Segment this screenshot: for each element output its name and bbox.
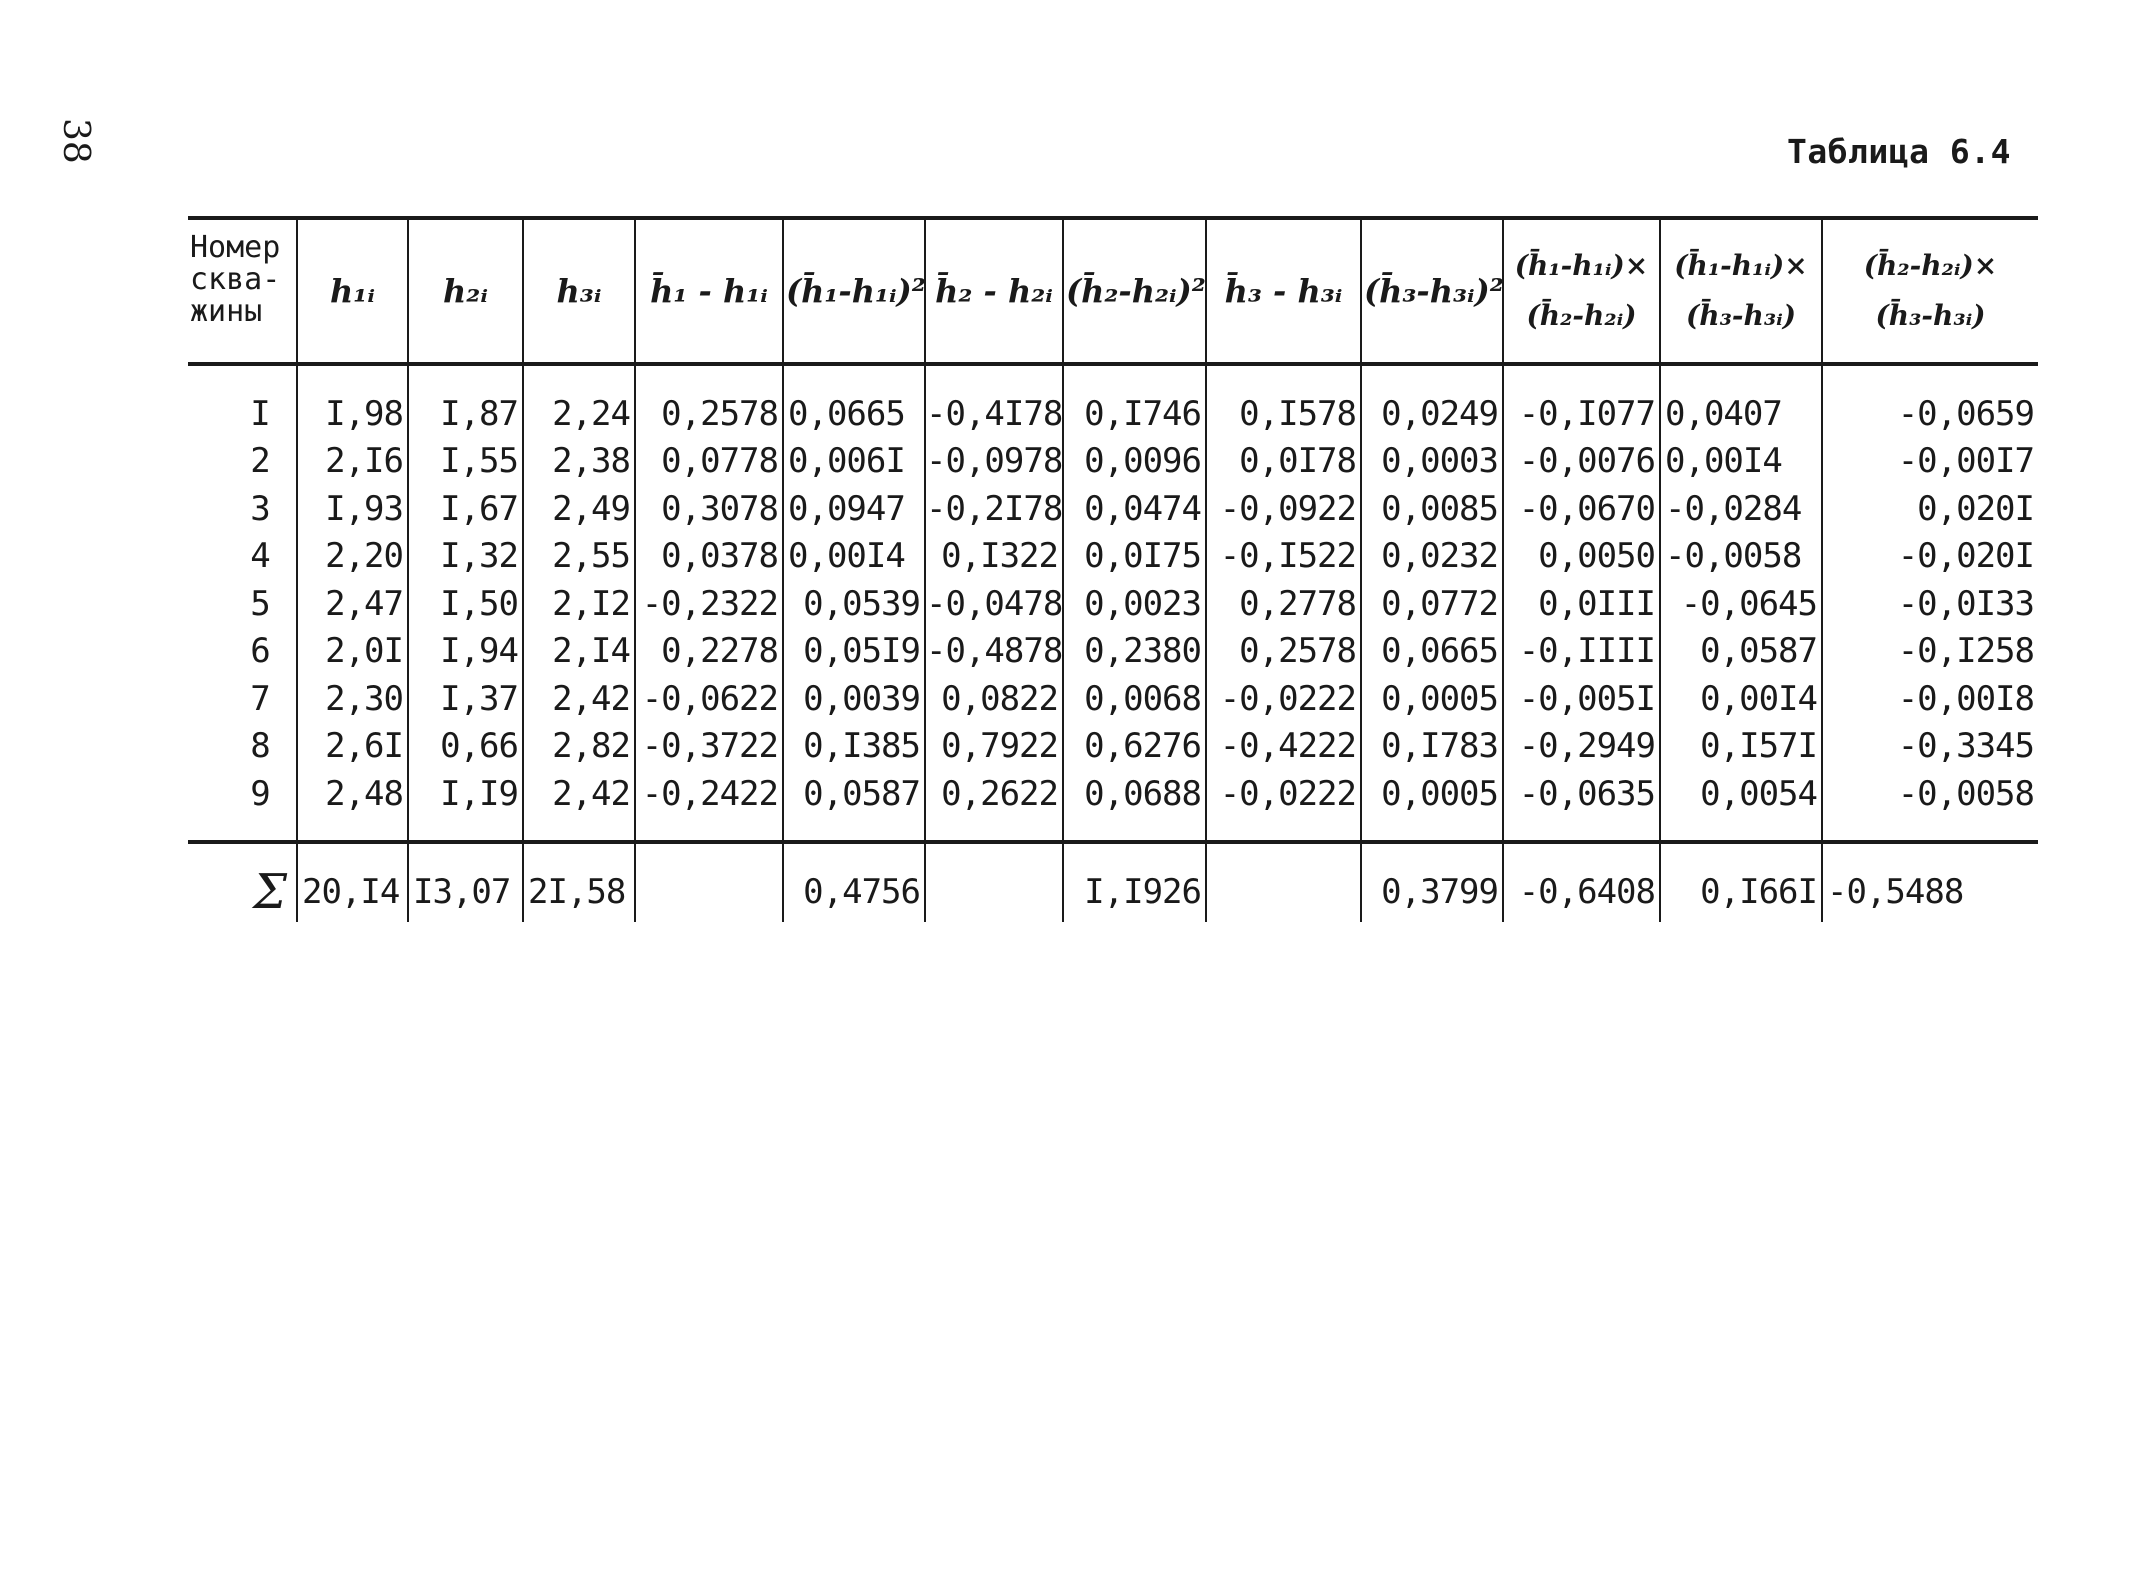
table-cell: -0,0222: [1206, 770, 1361, 842]
table-row: [188, 533, 2038, 581]
data-table: [188, 216, 2038, 922]
table-cell: 2,48: [297, 770, 408, 842]
table-cell: 0,0068: [1063, 675, 1206, 723]
table-cell: 2,30: [297, 675, 408, 723]
table-cell: 0,0003: [1361, 438, 1503, 486]
table-cell: 0,2578: [1206, 628, 1361, 676]
table-cell: 0,0665: [1361, 628, 1503, 676]
table-cell: 0,0378: [635, 533, 783, 581]
table-cell: -0,2322: [635, 580, 783, 628]
table-cell: I,50: [408, 580, 523, 628]
table-cell: -0,0670: [1503, 485, 1660, 533]
table-cell: 0,0I75: [1063, 533, 1206, 581]
header-dev2-sq: [1063, 218, 1206, 364]
header-dev3-sq: [1361, 218, 1503, 364]
header-dev3-sq-label: (h̄₃-h₃ᵢ)²: [1364, 272, 1504, 310]
sum-cell: 20,I4: [297, 842, 408, 922]
table-cell: 0,I746: [1063, 364, 1206, 438]
table-cell: 2,82: [523, 723, 635, 771]
table-cell: 0,I322: [925, 533, 1063, 581]
sum-cell: 0,3799: [1361, 842, 1503, 922]
sum-cell: 2I,58: [523, 842, 635, 922]
table-cell: -0,0635: [1503, 770, 1660, 842]
table-cell: 2,24: [523, 364, 635, 438]
table-cell: 2,49: [523, 485, 635, 533]
table-cell: 2,6I: [297, 723, 408, 771]
header-prod12-line1: (h̄₁-h₁ᵢ)×: [1514, 249, 1649, 282]
table-cell: 0,2778: [1206, 580, 1361, 628]
header-dev3-label: h̄₃ - h₃ᵢ: [1224, 272, 1343, 310]
header-prod23-line1: (h̄₂-h₂ᵢ)×: [1863, 249, 1998, 282]
table-cell: -0,2422: [635, 770, 783, 842]
table-cell: 2,20: [297, 533, 408, 581]
table-cell: 0,0947: [783, 485, 925, 533]
table-cell: -0,005I: [1503, 675, 1660, 723]
header-well-number-line1: Номер: [190, 230, 281, 265]
table-cell: -0,IIII: [1503, 628, 1660, 676]
header-prod12-line2: (h̄₂-h₂ᵢ): [1526, 299, 1637, 332]
sum-cell: 0,I66I: [1660, 842, 1822, 922]
header-dev2-sq-label: (h̄₂-h₂ᵢ)²: [1066, 272, 1206, 310]
table-cell: 0,0539: [783, 580, 925, 628]
table-cell: 0,2380: [1063, 628, 1206, 676]
sum-cell: [1206, 842, 1361, 922]
well-number-cell: 8: [250, 726, 270, 767]
table-body: [188, 364, 2038, 842]
table-cell: 0,0407: [1660, 364, 1822, 438]
table-cell: -0,0I33: [1822, 580, 2038, 628]
table-cell: 2,42: [523, 770, 635, 842]
table-cell: 0,0665: [783, 364, 925, 438]
table-cell: 0,0096: [1063, 438, 1206, 486]
table-cell: 0,2578: [635, 364, 783, 438]
header-h3i-label: h₃ᵢ: [556, 272, 602, 310]
header-dev3: [1206, 218, 1361, 364]
header-h2i-label: h₂ᵢ: [443, 272, 488, 310]
well-number-cell: I: [250, 393, 270, 434]
table-cell: 2,I2: [523, 580, 635, 628]
table-cell: 0,7922: [925, 723, 1063, 771]
header-dev1-label: h̄₁ - h₁ᵢ: [650, 272, 768, 310]
table-cell: -0,2I78: [925, 485, 1063, 533]
table-cell: I,I9: [408, 770, 523, 842]
header-prod23: [1822, 218, 2038, 364]
table-cell: 0,0I78: [1206, 438, 1361, 486]
table-cell: -0,0222: [1206, 675, 1361, 723]
table-cell: I,87: [408, 364, 523, 438]
table-cell: 0,05I9: [783, 628, 925, 676]
table-row: [188, 675, 2038, 723]
table-cell: I,55: [408, 438, 523, 486]
table-cell: -0,0076: [1503, 438, 1660, 486]
table-cell: -0,4I78: [925, 364, 1063, 438]
well-number-cell: 3: [250, 488, 270, 529]
header-h3i: [523, 218, 635, 364]
table-cell: -0,0284: [1660, 485, 1822, 533]
table-cell: 0,006I: [783, 438, 925, 486]
table-cell: 0,00I4: [1660, 675, 1822, 723]
table-cell: 0,020I: [1822, 485, 2038, 533]
table-cell: -0,020I: [1822, 533, 2038, 581]
sum-cell: I,I926: [1063, 842, 1206, 922]
table-sum-section: [188, 842, 2038, 922]
table-cell: 2,I4: [523, 628, 635, 676]
well-number-cell: 6: [250, 631, 270, 672]
well-number-cell: 9: [188, 770, 297, 842]
well-number-cell: 5: [250, 583, 270, 624]
data-table-container: [188, 216, 2038, 922]
table-cell: 0,0232: [1361, 533, 1503, 581]
table-cell: -0,0645: [1660, 580, 1822, 628]
header-well-number: [188, 218, 297, 364]
table-cell: 0,0688: [1063, 770, 1206, 842]
sum-symbol: Σ: [253, 863, 286, 920]
table-cell: -0,0478: [925, 580, 1063, 628]
table-cell: -0,0978: [925, 438, 1063, 486]
table-row: [188, 438, 2038, 486]
table-cell: 0,I385: [783, 723, 925, 771]
table-row: [188, 628, 2038, 676]
header-prod13: [1660, 218, 1822, 364]
table-cell: -0,0058: [1822, 770, 2038, 842]
table-cell: 0,2622: [925, 770, 1063, 842]
sum-cell: [635, 842, 783, 922]
table-cell: 0,6276: [1063, 723, 1206, 771]
table-cell: I,32: [408, 533, 523, 581]
table-cell: 0,0050: [1503, 533, 1660, 581]
table-cell: 0,0587: [1660, 628, 1822, 676]
table-cell: -0,3722: [635, 723, 783, 771]
table-cell: -0,0659: [1822, 364, 2038, 438]
table-header: [188, 218, 2038, 364]
well-number-cell: 7: [250, 678, 270, 719]
table-cell: 2,42: [523, 675, 635, 723]
table-cell: I,94: [408, 628, 523, 676]
header-prod13-line1: (h̄₁-h₁ᵢ)×: [1674, 249, 1808, 282]
table-cell: 0,I57I: [1660, 723, 1822, 771]
header-dev2-label: h̄₂ - h₂ᵢ: [935, 272, 1053, 310]
table-cell: -0,00I8: [1822, 675, 2038, 723]
header-dev1-sq-label: (h̄₁-h₁ᵢ)²: [786, 272, 926, 310]
table-cell: 2,38: [523, 438, 635, 486]
header-dev1: [635, 218, 783, 364]
well-number-cell: 4: [250, 536, 270, 577]
sum-cell: I3,07: [408, 842, 523, 922]
table-row: [188, 364, 2038, 438]
table-row: [188, 580, 2038, 628]
table-cell: -0,0922: [1206, 485, 1361, 533]
table-cell: 0,0005: [1361, 675, 1503, 723]
table-cell: 0,0085: [1361, 485, 1503, 533]
table-cell: 0,0587: [783, 770, 925, 842]
table-cell: I,67: [408, 485, 523, 533]
table-cell: -0,4222: [1206, 723, 1361, 771]
table-cell: 0,66: [408, 723, 523, 771]
table-cell: 2,47: [297, 580, 408, 628]
table-cell: 0,00I4: [783, 533, 925, 581]
table-cell: 0,0005: [1361, 770, 1503, 842]
table-cell: -0,I077: [1503, 364, 1660, 438]
table-row: [188, 723, 2038, 771]
table-cell: 2,55: [523, 533, 635, 581]
table-caption: Таблица 6.4: [1786, 132, 2011, 171]
header-row: [188, 218, 2038, 364]
header-dev2: [925, 218, 1063, 364]
sum-cell: -0,5488: [1822, 842, 2038, 922]
sum-cell: 0,4756: [783, 842, 925, 922]
table-cell: 0,0249: [1361, 364, 1503, 438]
table-cell: 0,0039: [783, 675, 925, 723]
table-cell: -0,0058: [1660, 533, 1822, 581]
table-cell: -0,0622: [635, 675, 783, 723]
table-cell: 0,2278: [635, 628, 783, 676]
table-cell: 0,0772: [1361, 580, 1503, 628]
table-cell: 2,0I: [297, 628, 408, 676]
table-cell: -0,I522: [1206, 533, 1361, 581]
header-h1i: [297, 218, 408, 364]
sum-cell: -0,6408: [1503, 842, 1660, 922]
table-cell: 0,0054: [1660, 770, 1822, 842]
header-well-number-line3: жины: [190, 294, 263, 329]
table-cell: -0,3345: [1822, 723, 2038, 771]
table-cell: 2,I6: [297, 438, 408, 486]
header-well-number-line2: сква-: [190, 262, 281, 297]
table-cell: 0,0474: [1063, 485, 1206, 533]
page-number: 38: [55, 118, 96, 164]
table-cell: 0,0III: [1503, 580, 1660, 628]
header-h2i: [408, 218, 523, 364]
table-cell: 0,0023: [1063, 580, 1206, 628]
table-cell: 0,00I4: [1660, 438, 1822, 486]
table-row: [188, 770, 2038, 842]
header-h1i-label: h₁ᵢ: [330, 272, 375, 310]
table-row: [188, 485, 2038, 533]
table-cell: I,93: [297, 485, 408, 533]
header-prod13-line2: (h̄₃-h₃ᵢ): [1685, 299, 1797, 332]
table-cell: -0,2949: [1503, 723, 1660, 771]
table-cell: 0,I783: [1361, 723, 1503, 771]
table-cell: -0,I258: [1822, 628, 2038, 676]
header-prod23-line2: (h̄₃-h₃ᵢ): [1875, 299, 1986, 332]
well-number-cell: 2: [250, 441, 270, 482]
sum-cell: [925, 842, 1063, 922]
table-cell: I,37: [408, 675, 523, 723]
table-cell: I,98: [297, 364, 408, 438]
table-cell: 0,0778: [635, 438, 783, 486]
table-cell: -0,4878: [925, 628, 1063, 676]
table-cell: 0,3078: [635, 485, 783, 533]
table-cell: 0,I578: [1206, 364, 1361, 438]
table-cell: -0,00I7: [1822, 438, 2038, 486]
header-prod12: [1503, 218, 1660, 364]
header-dev1-sq: [783, 218, 925, 364]
sum-row: [188, 842, 2038, 922]
table-cell: 0,0822: [925, 675, 1063, 723]
